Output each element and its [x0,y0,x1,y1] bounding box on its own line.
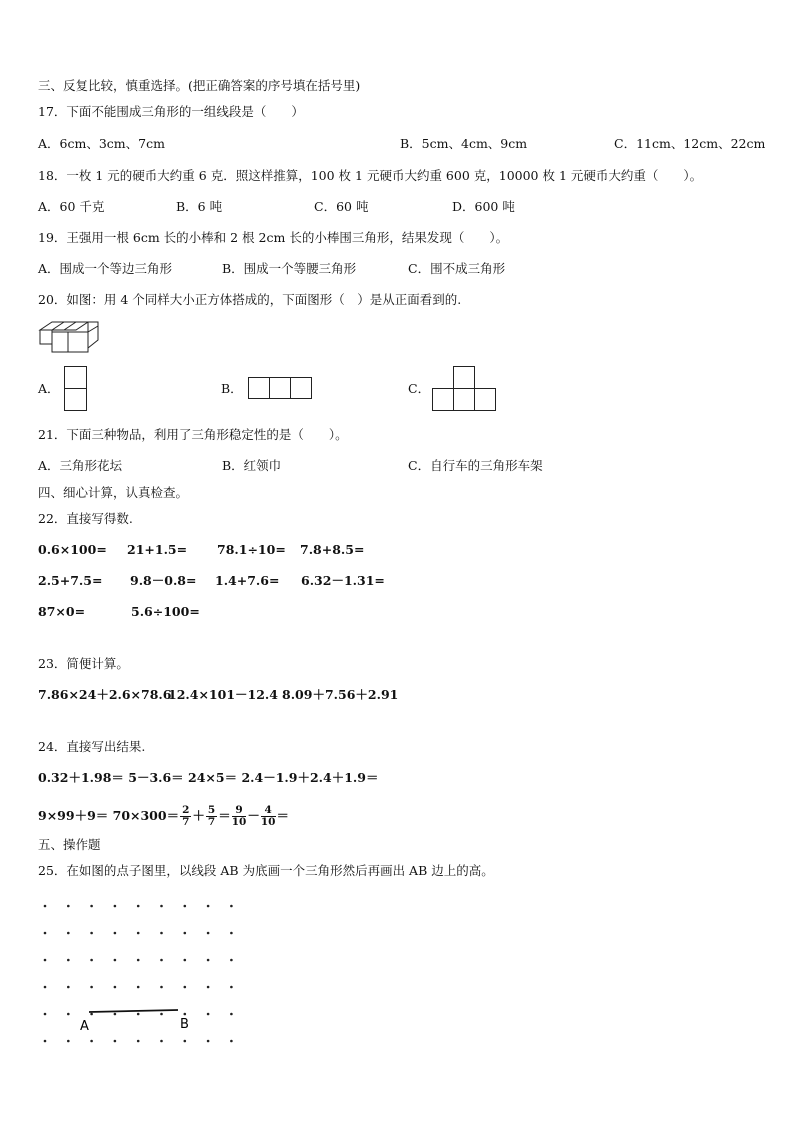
grid-dot [44,1013,47,1016]
q20-option-b: B． [221,381,243,396]
grid-dot [137,1040,140,1043]
fraction-5-7: $\frac{5}{7}$ [207,804,216,828]
grid-dot [67,1013,70,1016]
q22-r3-c2: 5.6÷100= [131,604,200,619]
grid-dot [184,932,187,935]
q17-option-b: B．5cm、4cm、9cm [400,136,528,151]
grid-dot [44,905,47,908]
grid-dot [114,1040,117,1043]
q18-option-a: A．60 千克 [38,199,105,214]
grid-dot [67,986,70,989]
grid-dot [207,1040,210,1043]
grid-dot [114,1013,117,1016]
q21-option-a: A．三角形花坛 [38,458,123,473]
q18-option-b: B．6 吨 [176,199,223,214]
grid-dot [207,986,210,989]
q17-stem: 17．下面不能围成三角形的一组线段是（ ） [38,104,304,119]
point-a-label: A [80,1019,89,1034]
grid-dot [114,932,117,935]
q21-option-c: C．自行车的三角形车架 [408,458,543,473]
q22-r2-c4: 6.32－1.31= [301,573,385,588]
q23-item-2: 12.4×101－12.4 [168,687,278,702]
grid-dot [44,986,47,989]
grid-dot [184,1040,187,1043]
grid-dot [207,1013,210,1016]
grid-dot [207,959,210,962]
q24-op-equals: ＝ [218,808,231,823]
grid-dot [184,986,187,989]
grid-dot [90,1040,93,1043]
q24-op-equals-2: ＝ [276,808,290,823]
grid-dot [67,905,70,908]
segment-ab [89,1010,178,1012]
q24-stem: 24．直接写出结果. [38,739,146,754]
q18-option-c: C．60 吨 [314,199,369,214]
grid-dot [137,959,140,962]
grid-dot [230,986,233,989]
q23-item-1: 7.86×24＋2.6×78.6 [38,687,172,702]
q21-stem: 21．下面三种物品，利用了三角形稳定性的是（ ）。 [38,427,348,442]
grid-dot [160,1013,163,1016]
grid-dot [44,959,47,962]
q24-op-plus: ＋ [192,808,205,823]
q18-stem: 18．一枚 1 元的硬币大约重 6 克．照这样推算，100 枚 1 元硬币大约重 600 克，10000 枚 1 元硬币大约重（ ）。 [38,168,703,183]
grid-dot [137,1013,140,1016]
q21-option-b: B．红领巾 [222,458,282,473]
q23-stem: 23．简便计算。 [38,656,129,671]
grid-dot [67,959,70,962]
grid-dot [90,932,93,935]
section-3-heading: 三、反复比较，慎重选择。(把正确答案的序号填在括号里) [38,78,361,93]
q17-option-a: A．6cm、3cm、7cm [38,136,165,151]
grid-dot [44,932,47,935]
grid-dot [184,905,187,908]
q23-item-3: 8.09＋7.56＋2.91 [282,687,399,702]
grid-dot [230,959,233,962]
grid-dot [90,1013,93,1016]
q22-r1-c2: 21+1.5= [127,542,188,557]
point-b-label: B [180,1017,189,1032]
section-4-heading: 四、细心计算，认真检查。 [38,485,189,500]
grid-dot [160,905,163,908]
q18-option-d: D．600 吨 [452,199,515,214]
grid-dot [184,1013,187,1016]
q20-option-a: A． [38,381,60,396]
grid-dot [90,905,93,908]
q24-op-minus: － [247,808,260,823]
grid-dot [114,959,117,962]
q24-line-1: 0.32＋1.98＝ 5－3.6＝ 24×5＝ 2.4－1.9＋2.4＋1.9＝ [38,770,379,785]
q22-r2-c3: 1.4+7.6= [215,573,280,588]
q22-r1-c4: 7.8+8.5= [300,542,365,557]
grid-dot [90,959,93,962]
grid-dot [137,986,140,989]
grid-dot [114,986,117,989]
q22-r1-c3: 78.1÷10= [217,542,286,557]
grid-dot [207,905,210,908]
section-5-heading: 五、操作题 [38,837,101,852]
q20-stem: 20．如图：用 4 个同样大小正方体搭成的，下面图形（ ）是从正面看到的. [38,292,462,307]
grid-dot [160,932,163,935]
grid-dot [160,986,163,989]
fraction-9-10: $\frac{9}{10}$ [231,804,247,828]
q22-r2-c1: 2.5+7.5= [38,573,103,588]
grid-dot [184,959,187,962]
q22-r3-c1: 87×0= [38,604,86,619]
grid-dot [137,905,140,908]
q19-stem: 19．王强用一根 6cm 长的小棒和 2 根 2cm 长的小棒围三角形，结果发现（ ）。 [38,230,509,245]
q19-option-b: B．围成一个等腰三角形 [222,261,357,276]
q22-r1-c1: 0.6×100= [38,542,107,557]
fraction-2-7: $\frac{2}{7}$ [182,804,190,828]
grid-dot [137,932,140,935]
grid-dot [230,1013,233,1016]
q22-stem: 22．直接写得数. [38,511,133,526]
grid-dot [207,932,210,935]
grid-dot [160,1040,163,1043]
grid-dot [230,1040,233,1043]
q17-option-c: C．11cm、12cm、22cm [614,136,766,151]
grid-dot [160,959,163,962]
q25-stem: 25．在如图的点子图里，以线段 AB 为底画一个三角形然后再画出 AB 边上的高。 [38,863,494,878]
grid-dot [90,986,93,989]
grid-dot [67,932,70,935]
grid-dot [44,1040,47,1043]
q24-line-2-prefix: 9×99＋9＝ 70×300＝ [38,808,180,823]
grid-dot [230,905,233,908]
grid-dot [230,932,233,935]
fraction-4-10: $\frac{4}{10}$ [260,804,276,828]
grid-dot [114,905,117,908]
q22-r2-c2: 9.8－0.8= [130,573,197,588]
q19-option-c: C．围不成三角形 [408,261,506,276]
q19-option-a: A．围成一个等边三角形 [38,261,173,276]
q20-option-c: C． [408,381,431,396]
grid-dot [67,1040,70,1043]
